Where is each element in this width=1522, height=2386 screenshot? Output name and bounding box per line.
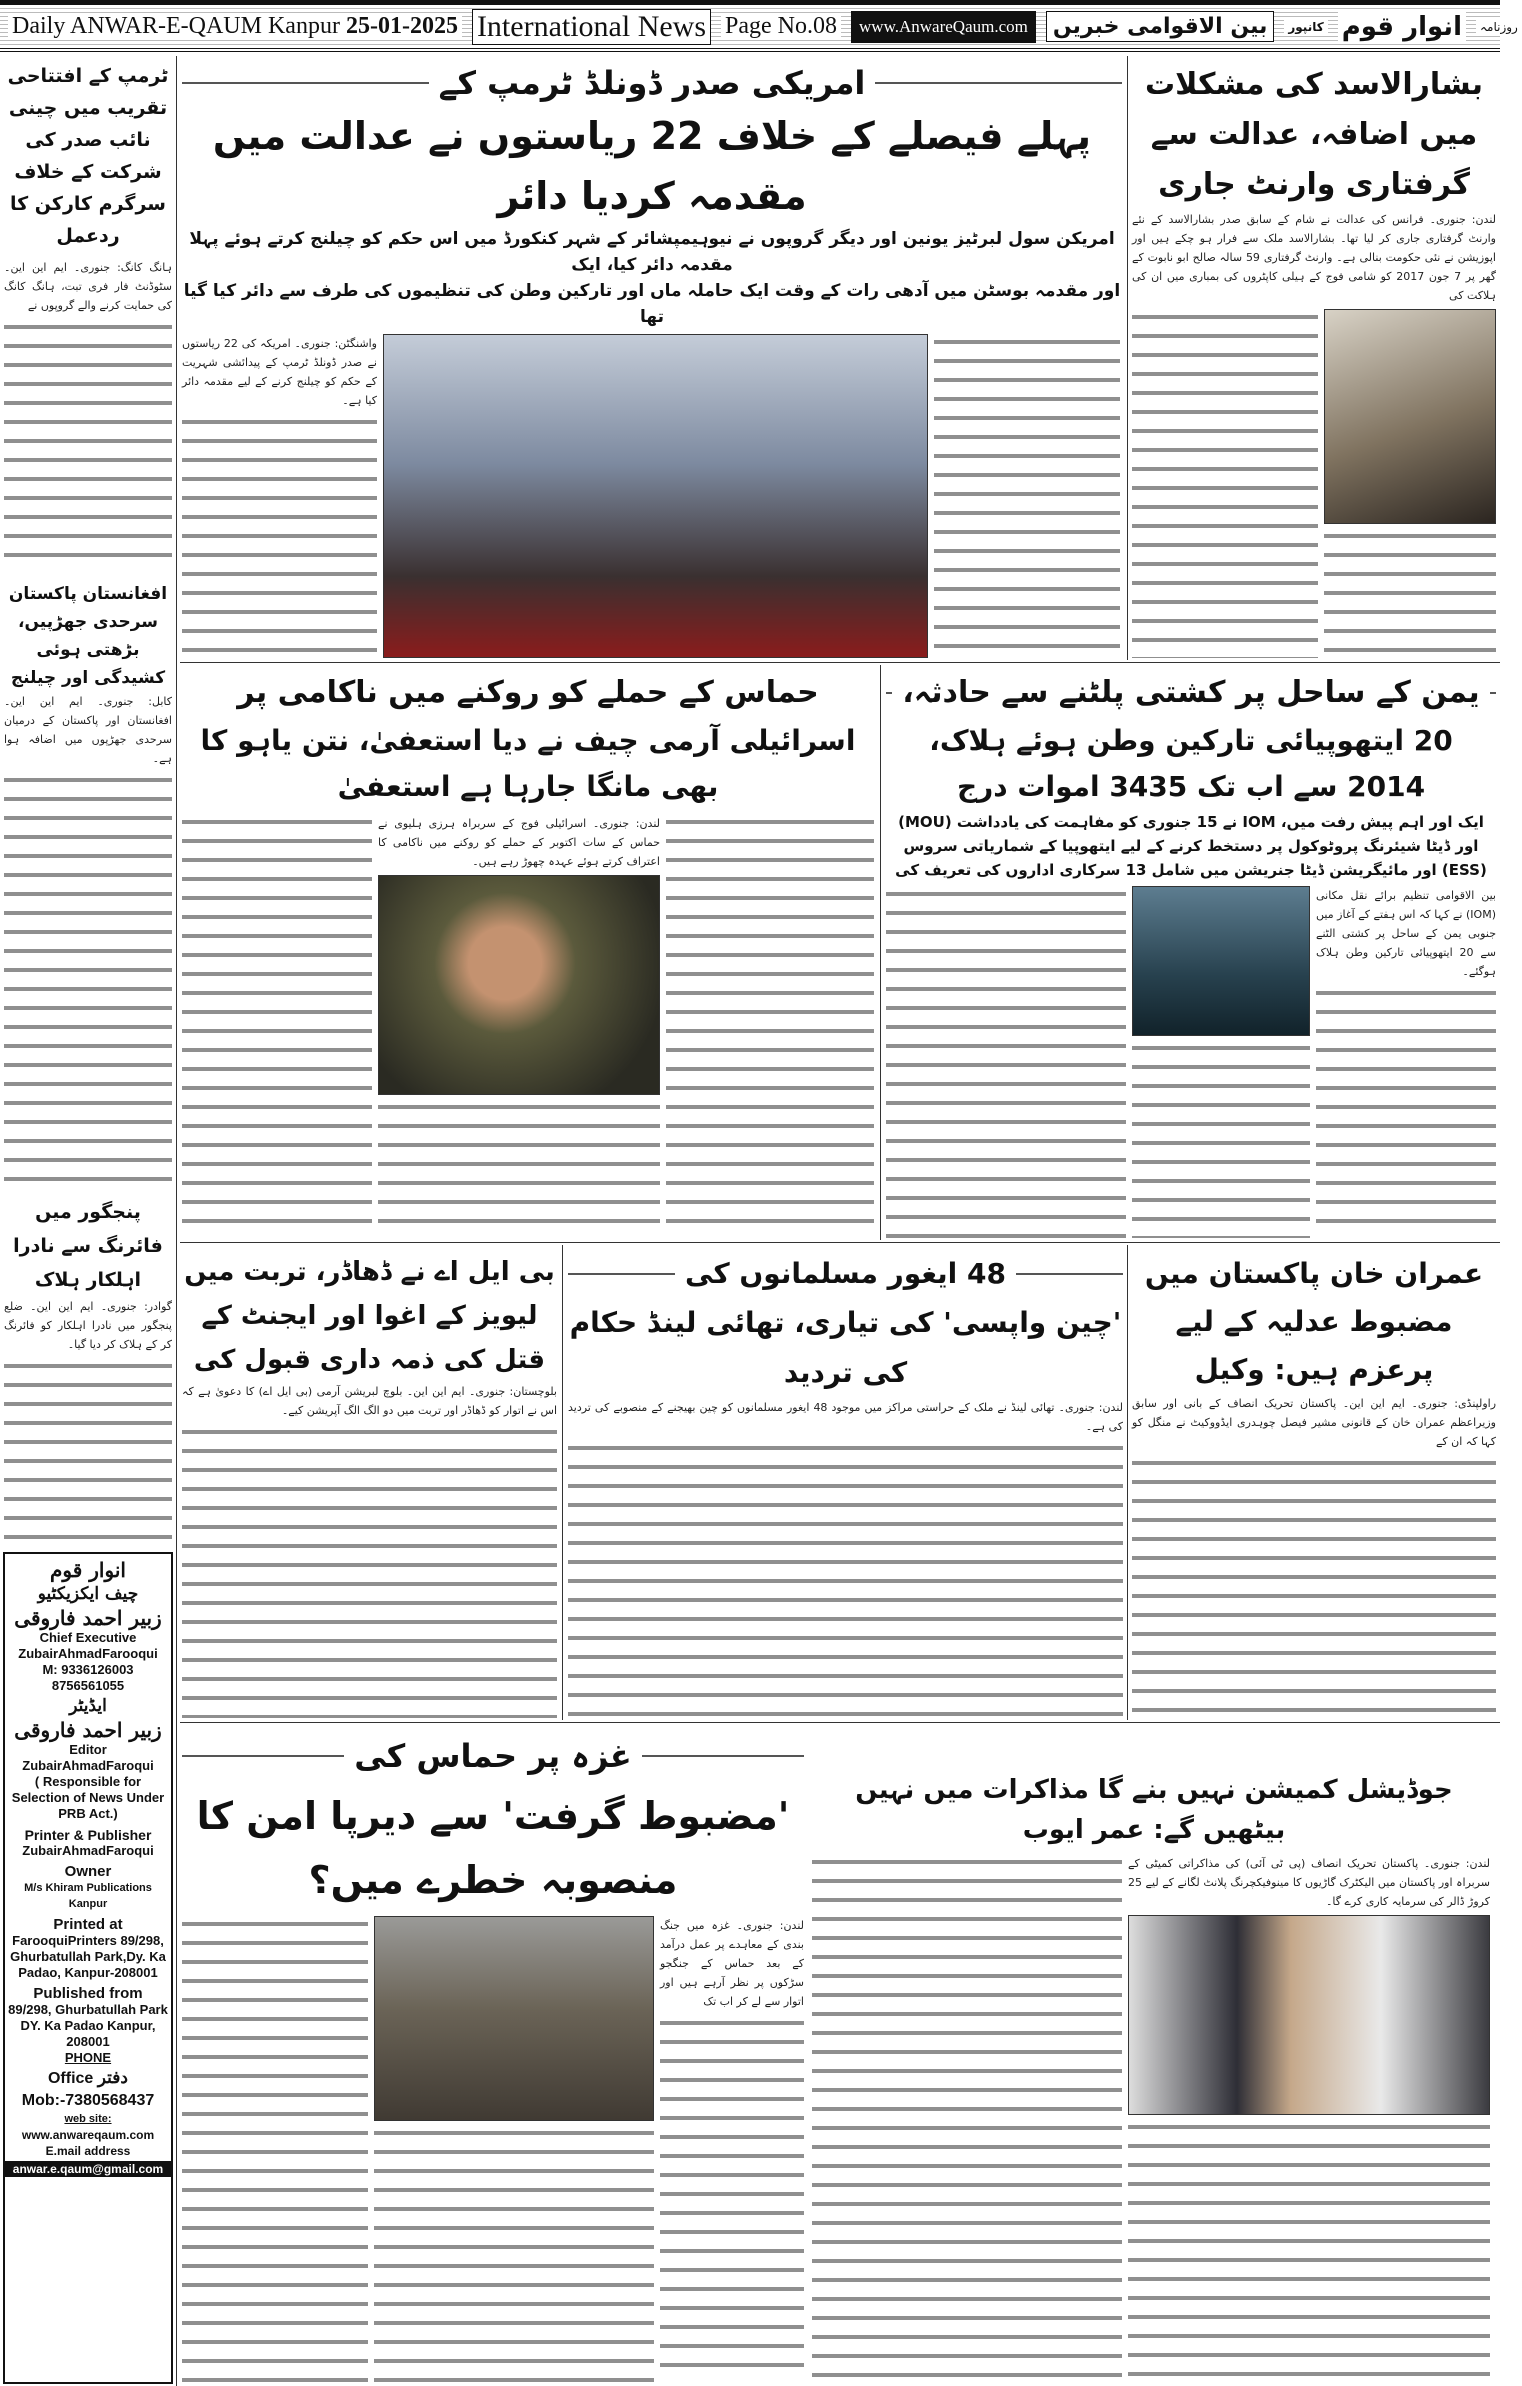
story-body-text (886, 886, 1126, 1238)
story-body-text (1324, 528, 1496, 658)
gaza-street-photo (374, 1916, 654, 2121)
story-hamas (182, 668, 874, 1238)
story-body-text (182, 414, 377, 658)
editor-label: Editor (69, 1742, 107, 1757)
email-label: E.mail address (45, 2144, 131, 2158)
story-body-text (182, 1424, 557, 1718)
imprint-logo: انوار قوم (50, 1558, 126, 1582)
office-mobile: Mob:-7380568437 (21, 2092, 155, 2109)
editor-name-urdu: زبیر احمد فاروقی (14, 1718, 162, 1742)
story-body-text (1128, 2119, 1490, 2382)
headline: جوڈیشل کمیشن نہیں بنے گا مذاکرات میں نہیں بیٹھیں گے: عمر ایوب (855, 1775, 1453, 1845)
imprint-box (3, 1552, 173, 2384)
story-body-text (4, 1358, 172, 1543)
story-body: لندن: جنوری۔ پاکستان تحریک انصاف (پی ٹی آئی) کی مذاکراتی کمیٹی کے سربراہ اور پاکستان میں الیکٹرک گاڑیوں کا مینوفیکچرنگ پلانٹ لگانے کے لیے 25 کروڑ ڈالر کی سرمایہ کاری کرے گا۔ (1128, 1857, 1490, 1908)
prb-note: ( Responsible for Selection of News Under PRB Act.) (11, 1774, 165, 1821)
story-body-text (666, 814, 874, 1238)
edition-date: 25-01-2025 (345, 13, 458, 39)
story-ayub (812, 1770, 1496, 2382)
printed-label: Printed at (53, 1916, 123, 1933)
story-body-text (4, 319, 172, 572)
office-label: Office (47, 2070, 94, 2087)
story-body-text (568, 1440, 1123, 1718)
story-panjgur (4, 1195, 172, 1543)
kicker: حماس کے حملے کو روکنے میں ناکامی پر (237, 675, 819, 710)
headline: عمران خان پاکستان میں مضبوط عدلیہ کے لیے پرعزم ہیں: وکیل (1144, 1257, 1484, 1386)
website-link[interactable]: www.AnwareQaum.com (851, 11, 1036, 43)
story-afghan (4, 580, 172, 1185)
published-address: 89/298, Ghurbatullah Park DY. Ka Padao Kanpur, 208001 (8, 2002, 168, 2049)
story-uyghur (568, 1250, 1123, 1718)
headline: ٹرمپ کے افتتاحی تقریب میں چینی نائب صدر کی شرکت کے خلاف سرگرم کارکن کا ردعمل (7, 65, 169, 247)
trump-signing-photo (383, 334, 928, 658)
story-gaza (182, 1728, 804, 2382)
section-title: International News (472, 9, 711, 45)
web-label: web site: (64, 2113, 112, 2125)
printed-address: FarooquiPrinters 89/298, Ghurbatullah Park,Dy. Ka Padao, Kanpur-208001 (10, 1933, 166, 1980)
published-label: Published from (33, 1985, 143, 2002)
story-body-text (1132, 309, 1318, 658)
ce-name-urdu: زبیر احمد فاروقی (14, 1606, 162, 1630)
office-urdu: دفتر (97, 2068, 128, 2088)
story-body-text (934, 334, 1120, 658)
story-body: راولپنڈی: جنوری۔ ایم این این۔ پاکستان تحریک انصاف کے بانی اور سابق وزیراعظم عمران خان کے قانونی مشیر فیصل چوہدری ایڈووکیٹ نے منگل کو کہا کہ ان کے (1132, 1397, 1496, 1448)
headline: بی ایل اے نے ڈھاڈر، تربت میں لیویز کے اغوا اور ایجنٹ کے قتل کی ذمہ داری قبول کی (184, 1257, 555, 1375)
story-body: بین الاقوامی تنظیم برائے نقل مکانی (IOM) نے کہا کہ اس ہفتے کے آغاز میں جنوبی یمن کے ساحل پر کشتی الٹنے سے 20 ایتھوپیائی تارکین وطن ہلاک ہوگئے۔ (1316, 889, 1496, 978)
kicker: 48 ایغور مسلمانوں کی (568, 1250, 1123, 1298)
editor-name: ZubairAhmadFaroqui (22, 1758, 154, 1773)
ce-name: ZubairAhmadFarooqui (18, 1646, 158, 1661)
headline: پہلے فیصلے کے خلاف 22 ریاستوں نے عدالت میں مقدمہ کردیا دائر (212, 114, 1092, 218)
story-body: واشنگٹن: جنوری۔ امریکہ کی 22 ریاستوں نے صدر ڈونلڈ ٹرمپ کے پیدائشی شہریت کے حکم کو چیلنج کرنے کے لیے مقدمہ دائر کیا ہے۔ (182, 337, 377, 407)
umar-ayub-meeting-photo (1128, 1915, 1490, 2115)
city-urdu: کانپور (1284, 20, 1327, 34)
story-trump-china (4, 60, 172, 572)
mobile: M: 9336126003 (42, 1662, 134, 1677)
story-body-text (182, 1916, 368, 2382)
headline: بشارالاسد کی مشکلات میں اضافہ، عدالت سے گرفتاری وارنٹ جاری (1145, 67, 1483, 202)
story-body: گوادر: جنوری۔ ایم این این۔ ضلع پنجگور میں نادرا اہلکار کو فائرنگ کر کے ہلاک کر دیا گیا۔ (4, 1300, 172, 1351)
story-trump (182, 60, 1122, 658)
story-yemen (886, 668, 1496, 1238)
page-number: Page No.08 (721, 13, 841, 40)
headline: افغانستان پاکستان سرحدی جھڑپیں، بڑھتی ہوئی کشیدگی اور چیلنج (8, 584, 168, 688)
ce-label: Chief Executive (39, 1630, 137, 1645)
edition-name: Daily ANWAR-E-QAUM Kanpur 25-01-2025 (8, 13, 462, 40)
web-link[interactable]: www.anwareqaum.com (21, 2128, 155, 2142)
story-body: کابل: جنوری۔ ایم این این۔ افغانستان اور پاکستان کے درمیان سرحدی جھڑپوں میں اضافہ ہوا ہے۔ (4, 695, 172, 765)
story-body-text (182, 814, 372, 1238)
ce-urdu: چیف ایکزیکٹیو (37, 1584, 139, 1604)
owner-name: M/s Khiram Publications (24, 1882, 152, 1894)
story-body: ہانگ کانگ: جنوری۔ ایم این این۔ سٹوڈنٹ فار فری تبت، ہانگ کانگ کی حمایت کرنے والے گروپوں نے (4, 261, 172, 312)
section-title-urdu: بین الاقوامی خبریں (1046, 11, 1274, 42)
kicker: امریکی صدر ڈونلڈ ٹرمپ کے (182, 60, 1122, 106)
story-body: بلوچستان: جنوری۔ ایم این این۔ بلوچ لبریشن آرمی (بی ایل اے) کا دعویٰ ہے کہ اس نے اتوار کو ڈھاڈر اور تربت میں دو الگ الگ آپریشن کیے۔ (182, 1385, 557, 1417)
story-body-text (812, 1854, 1122, 2382)
story-body-text (1132, 1040, 1310, 1238)
headline: 'مضبوط گرفت' سے دیرپا امن کا منصوبہ خطرے میں؟ (196, 1794, 790, 1902)
editor-urdu: ایڈیٹر (69, 1696, 107, 1716)
paper-name-urdu: انوار قوم (1338, 12, 1466, 42)
story-body: لندن: جنوری۔ غزہ میں جنگ بندی کے معاہدے پر عمل درآمد کے بعد حماس کے جنگجو سڑکوں پر نظر آرہے ہیں اور اتوار سے لے کر اب تک (660, 1919, 804, 2008)
story-body: لندن: جنوری۔ فرانس کی عدالت نے شام کے سابق صدر بشارالاسد کے نئے وارنٹ گرفتاری جاری کر لیا تھا۔ بشارالاسد ملک سے فرار ہو چکے ہیں اور اپوزیشن نے نئی حکومت بنالی ہے۔ وارنٹ گرفتاری 59 سالہ صالح ابو نابوت کے گھر پر 7 جون 2017 کو شامی فوج کے ہیلی کاپٹروں کی بمباری میں ان کی ہلاکت کی (1132, 213, 1496, 302)
assad-poster-photo (1324, 309, 1496, 524)
owner-label: Owner (64, 1863, 112, 1880)
story-body-text (660, 2015, 804, 2382)
story-body-text (374, 2125, 654, 2382)
story-imran (1132, 1250, 1496, 1718)
story-body: لندن: جنوری۔ تھائی لینڈ نے ملک کے حراستی مراکز میں موجود 48 ایغور مسلمانوں کو چین بھیجنے کے منصوبے کی تردید کی ہے۔ (568, 1401, 1123, 1433)
story-body: لندن: جنوری۔ اسرائیلی فوج کے سربراہ ہرزی ہلیوی نے حماس کے سات اکتوبر کے حملے کو روکنے میں ناکامی کا اعتراف کرتے ہوئے عہدہ چھوڑ رہے ہیں۔ (378, 817, 660, 868)
deck: امریکن سول لبرٹیز یونین اور دیگر گروپوں نے نیوہیمپشائر کے شہر کنکورڈ میں اس حکم کو چیلنج کرتے ہوئے پہلا مقدمہ دائر کیا، ایک (189, 229, 1115, 275)
headline: 20 ایتھوپیائی تارکین وطن ہوئے ہلاک، 2014 سے اب تک 3435 اموات درج (929, 724, 1453, 803)
kicker: یمن کے ساحل پر کشتی پلٹنے سے حادثہ، (886, 668, 1496, 718)
headline: 'چین واپسی' کی تیاری، تھائی لینڈ حکام کی تردید (569, 1306, 1122, 1389)
deck: ایک اور اہم پیش رفت میں، IOM نے 15 جنوری کو مفاہمت کی یادداشت (MOU) اور ڈیٹا شیئرنگ پروٹوکول پر دستخط کرنے کے لیے ایتھوپیا کے شماریاتی سروس (ESS) اور مائیگریشن ڈیٹا جنریشن میں شامل 13 سرکاری اداروں کی تعریف کی (895, 813, 1487, 879)
headline: پنجگور میں فائرنگ سے نادرا اہلکار ہلاک (13, 1201, 163, 1291)
daily-urdu: روزنامہ (1476, 20, 1522, 34)
story-assad (1132, 60, 1496, 658)
headline: اسرائیلی آرمی چیف نے دیا استعفیٰ، نتن یاہو کا بھی مانگا جارہا ہے استعفیٰ (200, 724, 856, 803)
kicker: غزہ پر حماس کی (182, 1728, 804, 1784)
printer-name: ZubairAhmadFaroqui (22, 1843, 154, 1858)
story-body-text (1132, 1455, 1496, 1718)
deck: اور مقدمہ بوسٹن میں آدھی رات کے وقت ایک حاملہ ماں اور تارکین وطن کی تنظیموں کی طرف سے دائر کیا گیا تھا (183, 281, 1121, 327)
phone-label: PHONE (64, 2050, 112, 2065)
printer-label: Printer & Publisher (24, 1827, 152, 1843)
story-body-text (4, 772, 172, 1185)
drowning-migrant-photo (1132, 886, 1310, 1036)
owner-city: Kanpur (68, 1898, 108, 1910)
email-link[interactable]: anwar.e.qaum@gmail.com (5, 2161, 171, 2177)
story-body-text (378, 1099, 660, 1238)
mobile2: 8756561055 (51, 1678, 125, 1693)
story-bla (182, 1250, 557, 1718)
masthead (0, 0, 1518, 52)
israeli-army-chief-photo (378, 875, 660, 1095)
story-body-text (1316, 985, 1496, 1238)
